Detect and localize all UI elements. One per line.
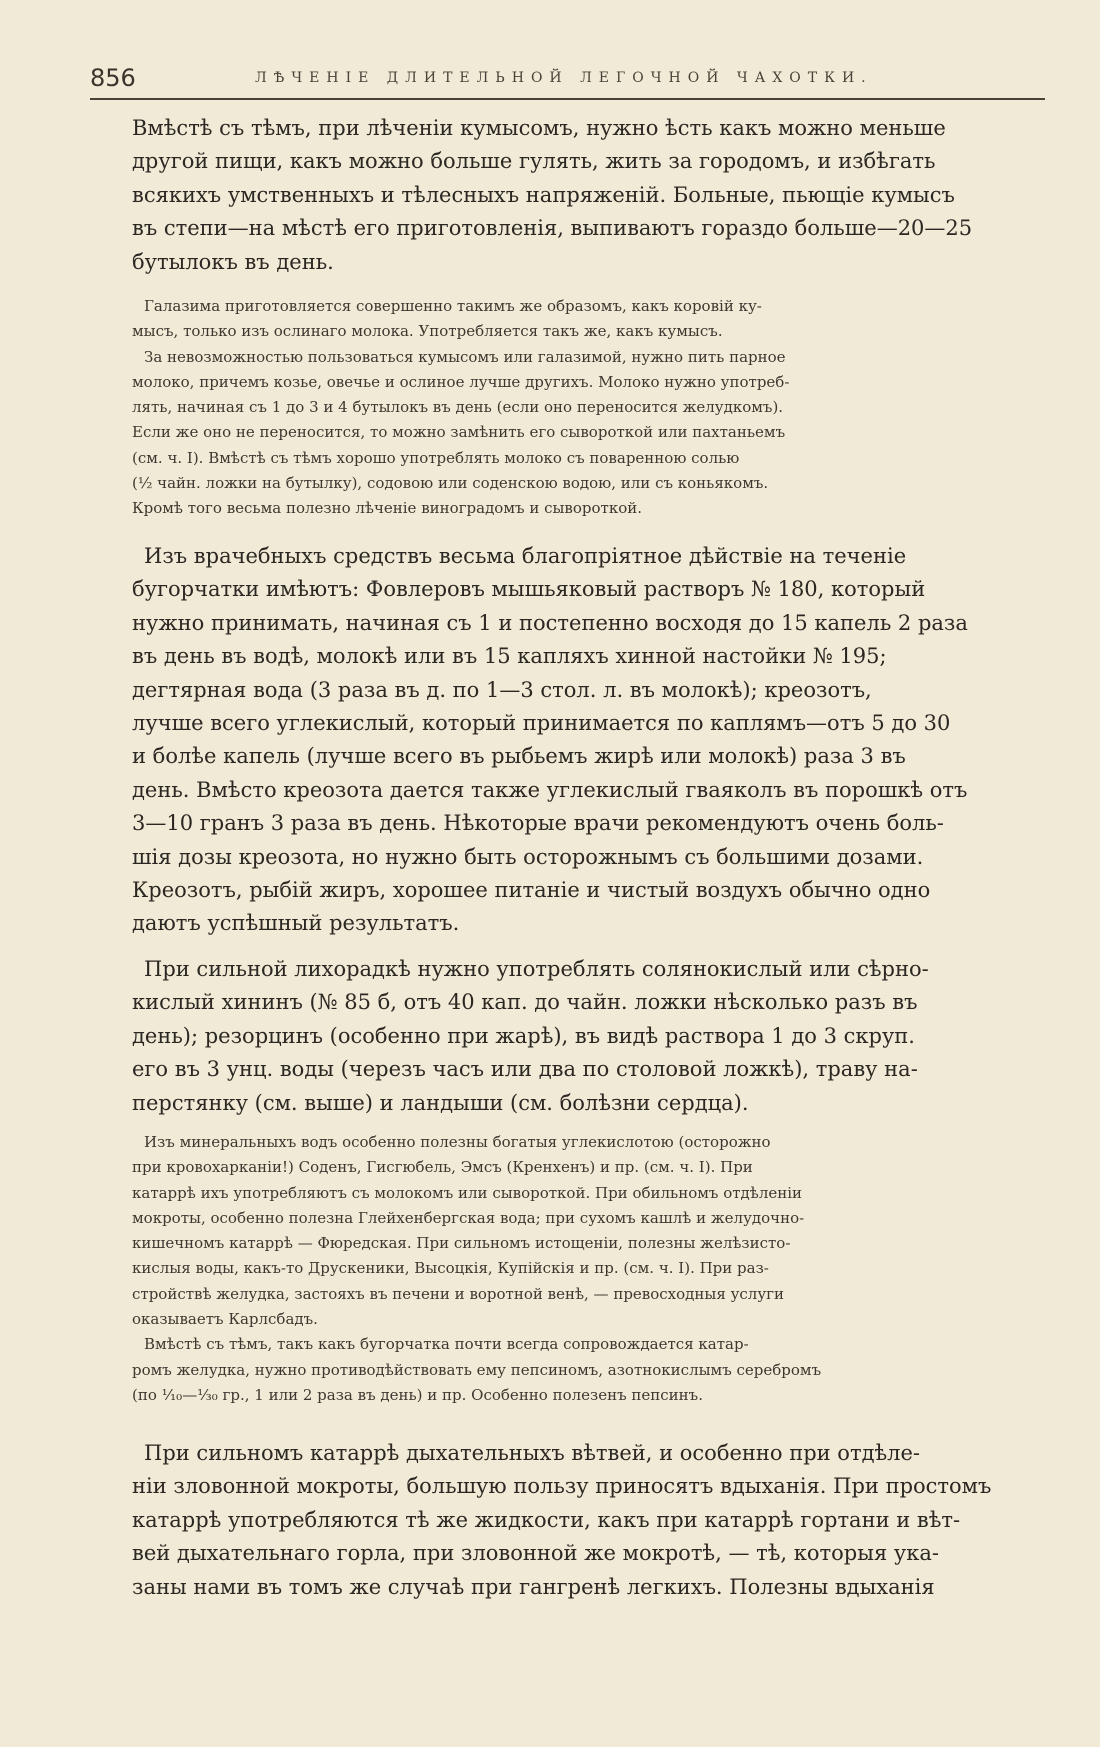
text-line: кишечномъ катаррѣ — Фюредская. При сильномъ истощеніи, полезны желѣзисто-	[132, 1234, 791, 1253]
text-line: мокроты, особенно полезна Глейхенбергская вода; при сухомъ кашлѣ и желудочно-	[132, 1208, 805, 1227]
text-line: Если же оно не переносится, то можно замѣнить его сывороткой или пахтаньемъ	[132, 423, 786, 442]
text-line: При сильномъ катаррѣ дыхательныхъ вѣтвей, и особенно при отдѣле-	[144, 1441, 921, 1465]
page-header	[90, 60, 1045, 100]
text-line: его въ 3 унц. воды (черезъ часъ или два по столовой ложкѣ), траву на-	[132, 1057, 918, 1082]
text-line: (по ¹⁄₁₀—¹⁄₃₀ гр., 1 или 2 раза въ день) и пр. Особенно полезенъ пепсинъ.	[132, 1385, 703, 1404]
text-line: За невозможностью пользоваться кумысомъ или галазимой, нужно пить парное	[144, 347, 786, 366]
text-line: день); резорцинъ (особенно при жарѣ), въ видѣ раствора 1 до 3 скруп.	[132, 1023, 915, 1048]
text-line: дегтярная вода (3 раза въ д. по 1—3 стол. л. въ молокѣ); креозотъ,	[132, 677, 872, 702]
text-line: шія дозы креозота, но нужно быть осторожнымъ съ большими дозами.	[132, 844, 924, 869]
text-line: всякихъ умственныхъ и тѣлесныхъ напряженій. Больные, пьющіе кумысъ	[132, 182, 955, 207]
text-line: катаррѣ ихъ употребляютъ съ молокомъ или сывороткой. При обильномъ отдѣленіи	[132, 1183, 803, 1202]
text-line: перстянку (см. выше) и ландыши (см. болѣзни сердца).	[132, 1090, 749, 1115]
note-mineral-waters	[132, 1130, 1060, 1408]
note-galazima-milk	[132, 294, 1060, 522]
text-line: въ степи—на мѣстѣ его приготовленія, выпиваютъ гораздо больше—20—25	[132, 216, 973, 241]
text-line: Изъ минеральныхъ водъ особенно полезны богатыя углекислотою (осторожно	[144, 1133, 771, 1151]
paragraph-fever	[132, 953, 1060, 1120]
paragraph-inhalations	[132, 1437, 1060, 1604]
page-number: 856	[90, 64, 136, 92]
text-line: кислый хининъ (№ 85 б, отъ 40 кап. до чайн. ложки нѣсколько разъ въ	[132, 990, 918, 1015]
text-line: вей дыхательнаго горла, при зловонной же мокротѣ, — тѣ, которыя ука-	[132, 1541, 939, 1566]
text-line: (см. ч. I). Вмѣстѣ съ тѣмъ хорошо употреблять молоко съ поваренною солью	[132, 448, 740, 467]
text-line: лучше всего углекислый, который принимается по каплямъ—отъ 5 до 30	[132, 711, 951, 736]
text-line: Вмѣстѣ съ тѣмъ, при лѣченіи кумысомъ, нужно ѣсть какъ можно меньше	[132, 116, 946, 140]
text-line: При сильной лихорадкѣ нужно употреблять солянокислый или сѣрно-	[144, 957, 929, 981]
text-line: Галазима приготовляется совершенно такимъ же образомъ, какъ коровій ку-	[144, 297, 762, 315]
text-line: ромъ желудка, нужно противодѣйствовать ему пепсиномъ, азотнокислымъ серебромъ	[132, 1360, 822, 1379]
text-line: Изъ врачебныхъ средствъ весьма благопріятное дѣйствіе на теченіе	[144, 544, 907, 568]
text-line: 3—10 гранъ 3 раза въ день. Нѣкоторые врачи рекомендуютъ очень боль-	[132, 811, 944, 836]
text-line: другой пищи, какъ можно больше гулять, жить за городомъ, и избѣгать	[132, 149, 936, 174]
text-line: ніи зловонной мокроты, большую пользу приносятъ вдыханія. При простомъ	[132, 1474, 992, 1499]
text-line: Креозотъ, рыбій жиръ, хорошее питаніе и чистый воздухъ обычно одно	[132, 878, 931, 903]
text-line: молоко, причемъ козье, овечье и ослиное лучше другихъ. Молоко нужно употреб-	[132, 372, 790, 391]
text-line: оказываетъ Карлсбадъ.	[132, 1310, 318, 1329]
text-line: (½ чайн. ложки на бутылку), содовою или соденскою водою, или съ коньякомъ.	[132, 474, 769, 493]
text-line: бугорчатки имѣютъ: Фовлеровъ мышьяковый растворъ № 180, который	[132, 577, 926, 602]
text-line: стройствѣ желудка, застояхъ въ печени и воротной венѣ, — превосходныя услуги	[132, 1284, 785, 1303]
paragraph-kumys-regimen	[132, 112, 1060, 279]
text-line: Вмѣстѣ съ тѣмъ, такъ какъ бугорчатка почти всегда сопровождается катар-	[144, 1335, 749, 1354]
text-line: нужно принимать, начиная съ 1 и постепенно восходя до 15 капель 2 раза	[132, 610, 968, 635]
text-line: даютъ успѣшный результатъ.	[132, 911, 460, 936]
text-line: катаррѣ употребляются тѣ же жидкости, какъ при катаррѣ гортани и вѣт-	[132, 1507, 961, 1532]
text-line: въ день въ водѣ, молокѣ или въ 15 капляхъ хинной настойки № 195;	[132, 644, 887, 669]
running-title: ЛѢЧЕНІЕ ДЛИТЕЛЬНОЙ ЛЕГОЧНОЙ ЧАХОТКИ.	[255, 70, 873, 86]
text-line: мысъ, только изъ ослинаго молока. Употребляется такъ же, какъ кумысъ.	[132, 322, 723, 341]
text-line: заны нами въ томъ же случаѣ при гангренѣ легкихъ. Полезны вдыханія	[132, 1574, 935, 1599]
paragraph-medicines	[132, 540, 1060, 941]
text-line: бутылокъ въ день.	[132, 249, 334, 274]
text-line: кислыя воды, какъ-то Друскеники, Высоцкія, Купійскія и пр. (см. ч. I). При раз-	[132, 1259, 769, 1278]
text-line: и болѣе капель (лучше всего въ рыбьемъ жирѣ или молокѣ) раза 3 въ	[132, 744, 906, 769]
text-line: день. Вмѣсто креозота дается также углекислый гваяколъ въ порошкѣ отъ	[132, 777, 968, 802]
text-line: при кровохарканіи!) Соденъ, Гисгюбель, Эмсъ (Кренхенъ) и пр. (см. ч. I). При	[132, 1158, 753, 1177]
text-line: Кромѣ того весьма полезно лѣченіе виноградомъ и сывороткой.	[132, 499, 642, 518]
text-line: лять, начиная съ 1 до 3 и 4 бутылокъ въ день (если оно переносится желудкомъ).	[132, 398, 784, 417]
